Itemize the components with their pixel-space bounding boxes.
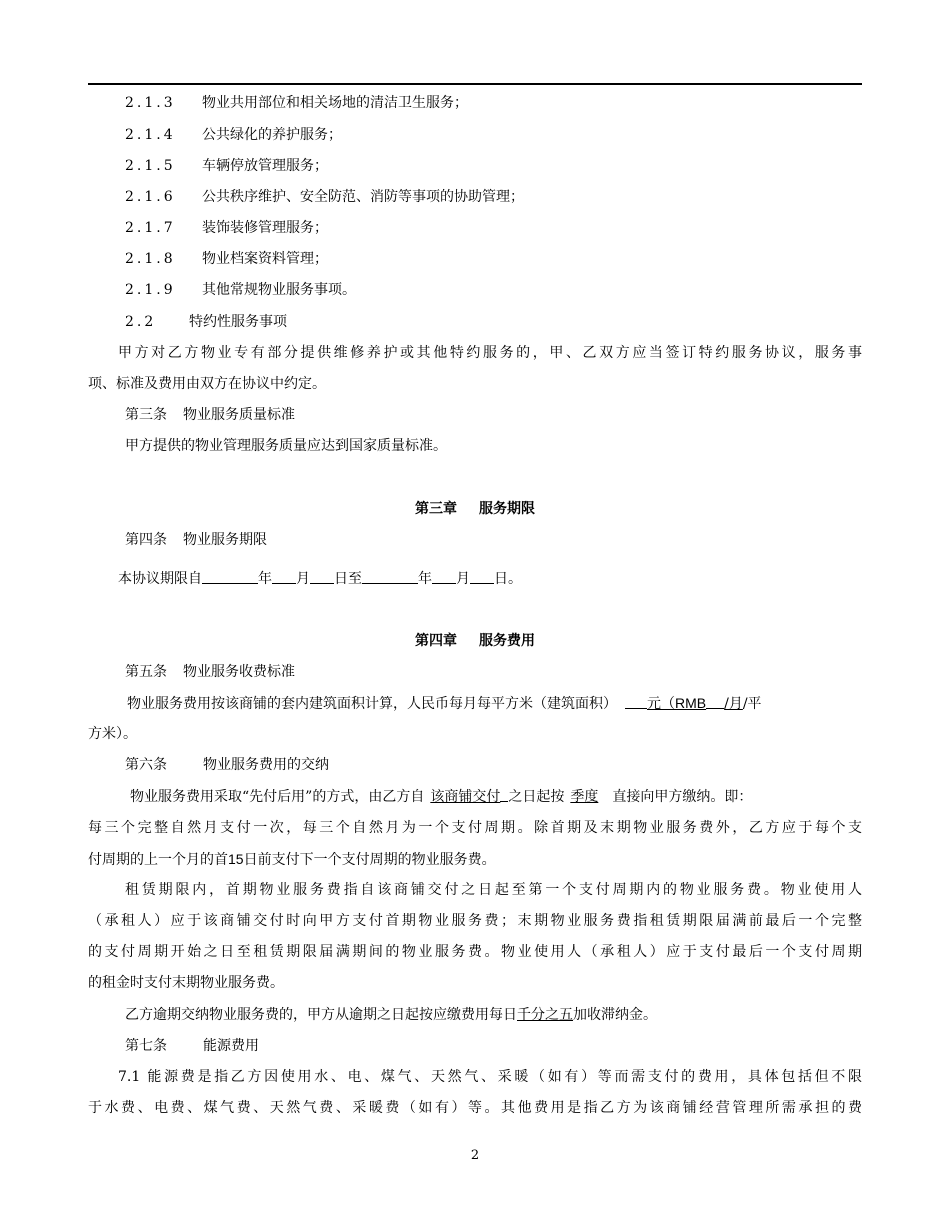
end-day-blank [470,569,494,584]
clause-2-1-8: 2.1.8 物业档案资料管理； [125,251,328,267]
chapter-3-heading: 第三章 服务期限 [415,501,535,517]
clause-2-1-9: 2.1.9 其他常规物业服务事项。 [125,282,356,298]
article-5-para-line-1: 物业服务费用按该商铺的套内建筑面积计算，人民币每月每平方米（建筑面积） 元（RMB /月/平 [127,695,762,712]
energy-para-line-1: 7.1 能源费是指乙方因使用水、电、煤气、天然气、采暖（如有）等而需支付的费用，具体包括但不限 [118,1069,862,1085]
start-day-blank [310,569,334,584]
article-6-para-line-1: 物业服务费用采取“先付后用”的方式，由乙方自 该商铺交付 之日起按 季度 直接向甲方缴纳。即： [130,789,753,805]
article-5-para-line-2: 方米）。 [88,726,137,742]
chapter-4-heading: 第四章 服务费用 [415,633,535,649]
article-6-heading: 第六条 物业服务费用的交纳 [125,757,329,773]
header-rule [88,83,862,85]
lease-para-line-1: 租赁期限内，首期物业服务费指自该商铺交付之日起至第一个支付周期内的物业服务费。物业使用人 [125,882,862,898]
clause-2-1-7: 2.1.7 装饰装修管理服务； [125,220,328,236]
article-3-para: 甲方提供的物业管理服务质量应达到国家质量标准。 [125,438,447,454]
start-year-blank [202,569,258,584]
energy-para-line-2: 于水费、电费、煤气费、天然气费、采暖费（如有）等。其他费用是指乙方为该商铺经营管理所需承担的费 [88,1100,862,1116]
end-month-blank [432,569,456,584]
special-service-para-line-1: 甲方对乙方物业专有部分提供维修养护或其他特约服务的，甲、乙双方应当签订特约服务协议，服务事 [118,345,862,361]
lease-para-line-2: （承租人）应于该商铺交付时向甲方支付首期物业服务费；末期物业服务费指租赁期限届满前最后一个完整 [88,913,862,929]
clause-2-1-3: 2.1.3 物业共用部位和相关场地的清洁卫生服务； [125,95,468,111]
article-6-para-line-2: 每三个完整自然月支付一次，每三个自然月为一个支付周期。除首期及末期物业服务费外，乙方应于每个支 [88,820,862,836]
start-month-blank [272,569,296,584]
article-7-heading: 第七条 能源费用 [125,1038,259,1054]
clause-2-1-5: 2.1.5 车辆停放管理服务； [125,158,328,174]
end-year-blank [362,569,418,584]
article-4-heading: 第四条 物业服务期限 [125,532,267,548]
lease-para-line-3: 的支付周期开始之日至租赁期限届满期间的物业服务费。物业使用人（承租人）应于支付最后一个支付周期 [88,944,862,960]
rmb-blank [706,694,724,709]
article-3-heading: 第三条 物业服务质量标准 [125,407,295,423]
clause-2-1-4: 2.1.4 公共绿化的养护服务； [125,127,342,143]
page-number: 2 [470,1148,480,1163]
lease-para-line-4: 的租金时支付末期物业服务费。 [88,975,284,991]
late-fee-para: 乙方逾期交纳物业服务费的，甲方从逾期之日起按应缴费用每日千分之五加收滞纳金。 [125,1007,657,1023]
article-5-heading: 第五条 物业服务收费标准 [125,664,295,680]
term-line: 本协议期限自 年 月 日至 年 月 日。 [118,571,522,587]
clause-2-2: 2.2 特约性服务事项 [125,314,287,330]
article-6-para-line-3: 付周期的上一个月的首15日前支付下一个支付周期的物业服务费。 [88,851,496,868]
fee-blank [625,694,647,709]
clause-2-1-6: 2.1.6 公共秩序维护、安全防范、消防等事项的协助管理； [125,189,524,205]
special-service-para-line-2: 项、标准及费用由双方在协议中约定。 [88,376,326,392]
